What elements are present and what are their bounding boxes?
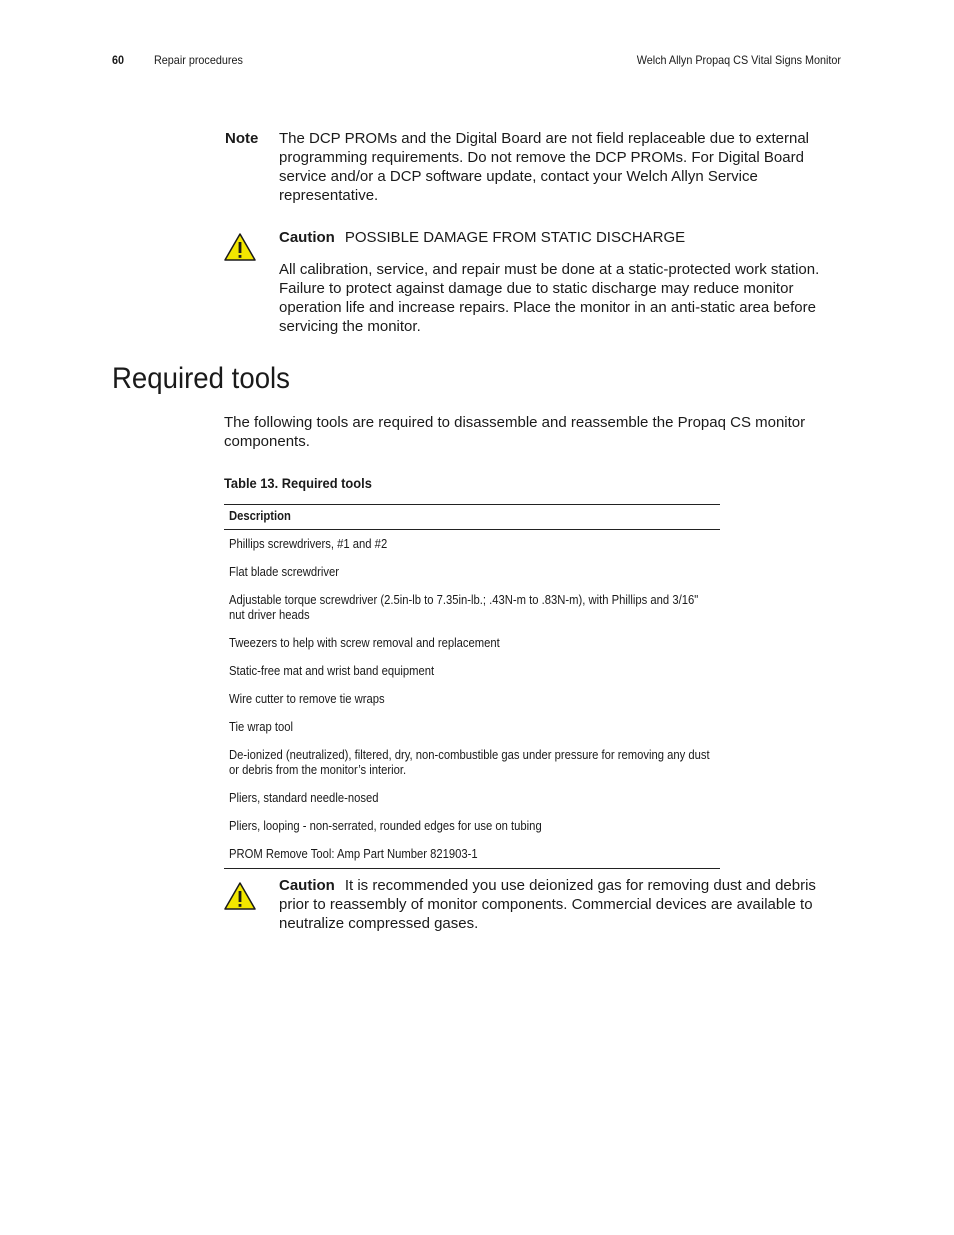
table-row: Pliers, standard needle-nosed <box>229 791 379 805</box>
table-row: De-ionized (neutralized), filtered, dry, non-combustible gas under pressure for removing any dust or debris from the monitor’s interior. <box>229 748 710 777</box>
caution-label: Caution <box>279 229 335 246</box>
table-row: PROM Remove Tool: Amp Part Number 821903-1 <box>229 847 478 861</box>
note-text: The DCP PROMs and the Digital Board are not field replaceable due to external programming requirements. Do not remove the DCP PROMs. For Digital Board service and/or a DCP software update, contact your Welch Allyn Service representative. <box>279 130 810 204</box>
table-row: Phillips screwdrivers, #1 and #2 <box>229 537 388 551</box>
warning-triangle-icon <box>223 232 257 262</box>
table-row: Adjustable torque screwdriver (2.5in-lb to 7.35in-lb.; .43N-m to .83N-m), with Phillips and 3/16" nut driver heads <box>229 593 699 622</box>
caution-static <box>279 229 685 246</box>
caution-label: Caution <box>279 877 335 894</box>
caution-heading: POSSIBLE DAMAGE FROM STATIC DISCHARGE <box>344 229 686 246</box>
caution-gas <box>279 876 839 933</box>
running-section: Repair procedures <box>154 53 243 67</box>
caution-static-body: All calibration, service, and repair must be done at a static-protected work station. Failure to protect against damage due to static discharge may reduce monitor operation life and increase repairs. Place the monitor in an anti-static area before servicing the monitor. <box>279 261 820 335</box>
page-number: 60 <box>112 53 125 67</box>
table-caption: Table 13. Required tools <box>224 475 372 491</box>
table-row: Static-free mat and wrist band equipment <box>229 664 435 678</box>
required-tools-table <box>224 504 720 869</box>
table-row: Tweezers to help with screw removal and replacement <box>229 636 500 650</box>
table-row: Flat blade screwdriver <box>229 565 340 579</box>
warning-triangle-icon <box>223 881 257 911</box>
table-row: Tie wrap tool <box>229 720 293 734</box>
table-row: Pliers, looping - non-serrated, rounded edges for use on tubing <box>229 819 542 833</box>
caution-gas-text: It is recommended you use deionized gas for removing dust and debris prior to reassembly of monitor components. Commercial devices are available to neutralize compressed gases. <box>279 877 816 932</box>
running-title: Welch Allyn Propaq CS Vital Signs Monitor <box>636 53 841 67</box>
table-header: Description <box>224 505 720 530</box>
section-title: Required tools <box>112 362 290 395</box>
section-intro: The following tools are required to disassemble and reassemble the Propaq CS monitor components. <box>224 414 806 450</box>
table-row: Wire cutter to remove tie wraps <box>229 692 385 706</box>
note-label: Note <box>225 130 259 147</box>
